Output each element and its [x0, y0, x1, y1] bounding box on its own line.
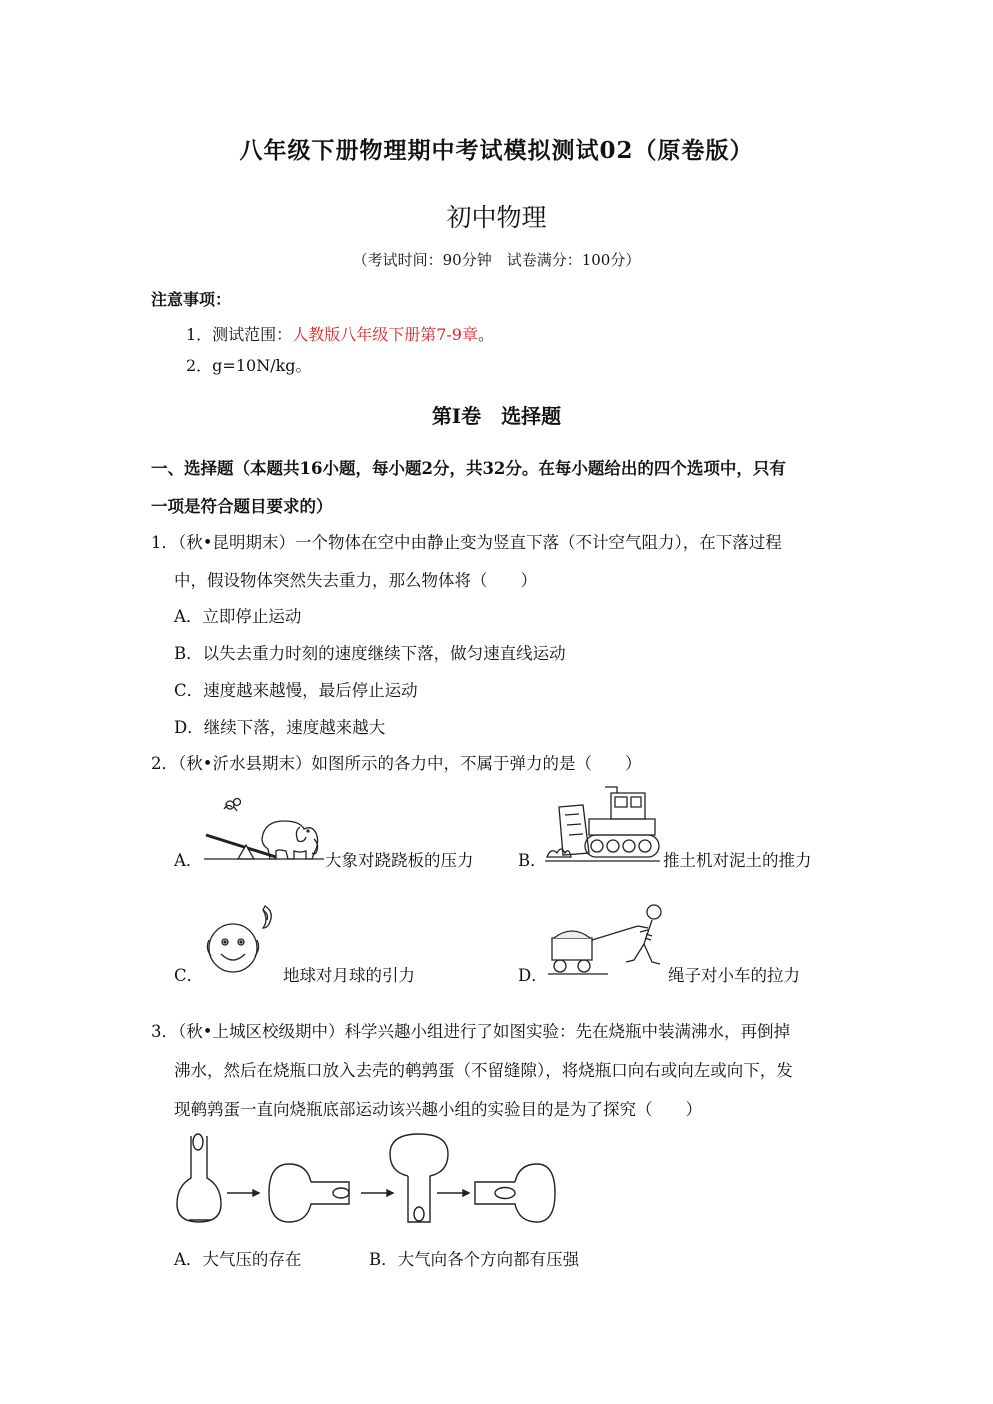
q1-option-a: A．立即停止运动 — [174, 607, 302, 626]
q2-option-b-text: 推土机对泥土的推力 — [663, 851, 812, 870]
q2-option-d-letter: D． — [518, 966, 548, 985]
notice-item-1-prefix: 1．测试范围： — [186, 325, 293, 344]
page-title: 八年级下册物理期中考试模拟测试02（原卷版） — [239, 137, 754, 164]
q1-option-c: C．速度越来越慢，最后停止运动 — [174, 681, 418, 700]
bulldozer-icon — [545, 783, 660, 865]
notice-heading: 注意事项： — [151, 290, 232, 309]
q3-option-b: B．大气向各个方向都有压强 — [369, 1250, 580, 1269]
notice-item-1-suffix: 。 — [477, 325, 494, 344]
q1-option-b: B．以失去重力时刻的速度继续下落，做匀速直线运动 — [174, 644, 566, 663]
elephant-seesaw-icon — [204, 793, 324, 865]
q2-option-a-text: 大象对跷跷板的压力 — [325, 851, 474, 870]
subject-title: 初中物理 — [446, 203, 547, 232]
q3-stem-line3: 现鹌鹑蛋一直向烧瓶底部运动该兴趣小组的实验目的是为了探究（ ） — [174, 1100, 702, 1119]
exam-info: （考试时间：90分钟 试卷满分：100分） — [352, 251, 641, 269]
q2-option-a-letter: A． — [174, 851, 203, 870]
q1-stem-line1: 1．（秋•昆明期末）一个物体在空中由静止变为竖直下落（不计空气阻力），在下落过程 — [151, 533, 782, 552]
q2-option-d-text: 绳子对小车的拉力 — [668, 966, 800, 985]
notice-item-1 — [186, 322, 494, 345]
q2-option-b-letter: B． — [518, 851, 547, 870]
person-pulling-cart-icon — [548, 900, 666, 980]
q1-stem-line2: 中，假设物体突然失去重力，那么物体将（ ） — [174, 571, 537, 590]
part-instruction-line2: 一项是符合题目要求的） — [151, 497, 333, 516]
earth-moon-icon — [203, 900, 283, 980]
q2-option-c-text: 地球对月球的引力 — [283, 966, 415, 985]
q2-option-c-letter: C． — [174, 966, 204, 985]
q2-stem: 2．（秋•沂水县期末）如图所示的各力中，不属于弹力的是（ ） — [151, 754, 642, 773]
notice-item-2: 2．g=10N/kg。 — [186, 356, 312, 375]
flask-egg-experiment-icon — [175, 1130, 560, 1230]
q3-stem-line2: 沸水，然后在烧瓶口放入去壳的鹌鹑蛋（不留缝隙），将烧瓶口向右或向左或向下，发 — [174, 1061, 793, 1080]
section-title: 第Ⅰ卷 选择题 — [431, 404, 562, 428]
q3-option-a: A．大气压的存在 — [174, 1250, 302, 1269]
part-instruction-line1: 一、选择题（本题共16小题，每小题2分，共32分。在每小题给出的四个选项中，只有 — [151, 459, 786, 478]
notice-item-1-range: 人教版八年级下册第7-9章 — [292, 325, 478, 344]
q1-option-d: D．继续下落，速度越来越大 — [174, 718, 386, 737]
q3-stem-line1: 3．（秋•上城区校级期中）科学兴趣小组进行了如图实验：先在烧瓶中装满沸水，再倒掉 — [151, 1022, 790, 1041]
